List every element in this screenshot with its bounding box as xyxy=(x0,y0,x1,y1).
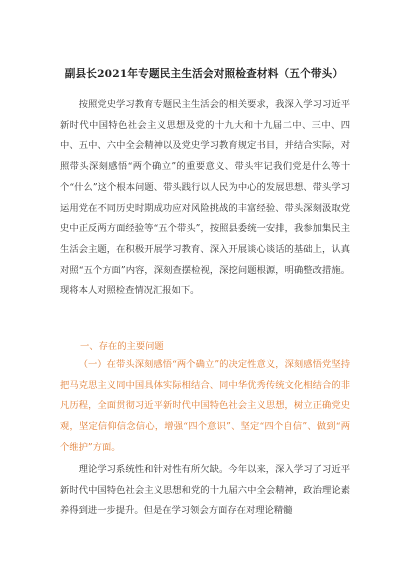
body-paragraph: 理论学习系统性和针对性有所欠缺。今年以来，深入学习了习近平新时代中国特色社会主义思想和党的十九届六中全会精神，政治理论素养得到进一步提升。但是在学习领会方面存在对理论精髓 xyxy=(60,464,350,517)
subsection-paragraph: （一）在带头深刻感悟“两个确立”的决定性意义，深刻感悟党坚持把马克思主义同中国具体实际相结合、同中华优秀传统文化相结合的非凡历程，全面贯彻习近平新时代中国特色社会主义思想，树立正确党史观，坚定信仰信念信心，增强“四个意识”、坚定“四个自信”、做到“两个维护”方面。 xyxy=(60,359,350,453)
intro-paragraph: 按照党史学习教育专题民主生活会的相关要求，我深入学习习近平新时代中国特色社会主义思想及党的十九大和十九届二中、三中、四中、五中、六中全会精神以及党史学习教育规定书目，并结合实际，对照带头深刻感悟“两个确立”的重要意义、带头牢记我们党是什么等十个“什么”这个根本问题、带头践行以人民为中心的发展思想、带头学习运用党在不同历史时期成功应对风险挑战的丰富经验、带头深刻汲取党史中正反两方面经验等“五个带头”，按照县委统一安排，我参加集民主生活会主题，在积极开展学习教育、深入开展谈心谈话的基础上，认真对照“五个方面”内容，深刻查摆检视，深挖问题根源，明确整改措施。现将本人对照检查情况汇报如下。 xyxy=(60,99,350,297)
section-heading: 一、存在的主要问题 xyxy=(80,341,164,352)
document-title: 副县长2021年专题民主生活会对照检查材料（五个带头） xyxy=(64,68,344,80)
